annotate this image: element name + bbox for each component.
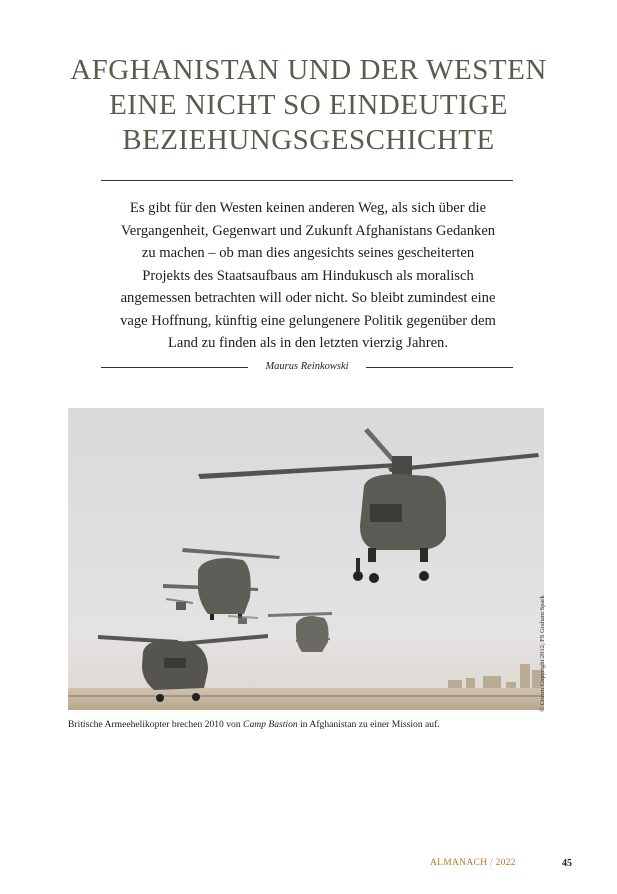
intro-line: angemessen betrachten will oder nicht. So bleibt zumindest eine bbox=[120, 290, 496, 306]
intro-paragraph bbox=[90, 197, 526, 355]
page-number: 45 bbox=[562, 858, 572, 869]
author-name: Maurus Reinkowski bbox=[265, 361, 349, 372]
caption-place: Camp Bastion bbox=[243, 719, 298, 730]
intro-line: Land zu finden als in den letzten vierzig Jahren. bbox=[167, 335, 448, 351]
divider-top bbox=[101, 180, 513, 181]
article-title bbox=[20, 53, 597, 158]
caption-text: Britische Armeehelikopter brechen 2010 von bbox=[68, 719, 244, 730]
divider-left bbox=[101, 367, 248, 368]
helicopters-photo bbox=[68, 408, 544, 710]
intro-line: zu machen – ob man dies angesichts seines gescheiterten bbox=[141, 245, 475, 261]
publication-name: ALMANACH / 2022 bbox=[430, 858, 516, 868]
title-line-3: BEZIEHUNGSGESCHICHTE bbox=[122, 124, 495, 156]
author-row bbox=[101, 359, 513, 375]
title-line-1: AFGHANISTAN UND DER WESTEN bbox=[70, 54, 547, 86]
intro-line: Es gibt für den Westen keinen anderen Weg, als sich über die bbox=[129, 200, 487, 216]
photo-credit: © Crown Copyright 2012, FS Graham Spark bbox=[539, 595, 546, 712]
caption-text-end: in Afghanistan zu einer Mission auf. bbox=[297, 719, 440, 730]
divider-right bbox=[366, 367, 513, 368]
intro-line: vage Hoffnung, künftig eine gelungenere Politik gegenüber dem bbox=[120, 312, 496, 329]
photo-caption bbox=[68, 718, 538, 731]
ground bbox=[68, 688, 544, 710]
intro-line: Vergangenheit, Gegenwart und Zukunft Afghanistans Gedanken bbox=[120, 222, 496, 239]
intro-line: Projekts des Staatsaufbaus am Hindukusch als moralisch bbox=[142, 267, 474, 284]
title-line-2: EINE NICHT SO EINDEUTIGE bbox=[109, 89, 508, 121]
